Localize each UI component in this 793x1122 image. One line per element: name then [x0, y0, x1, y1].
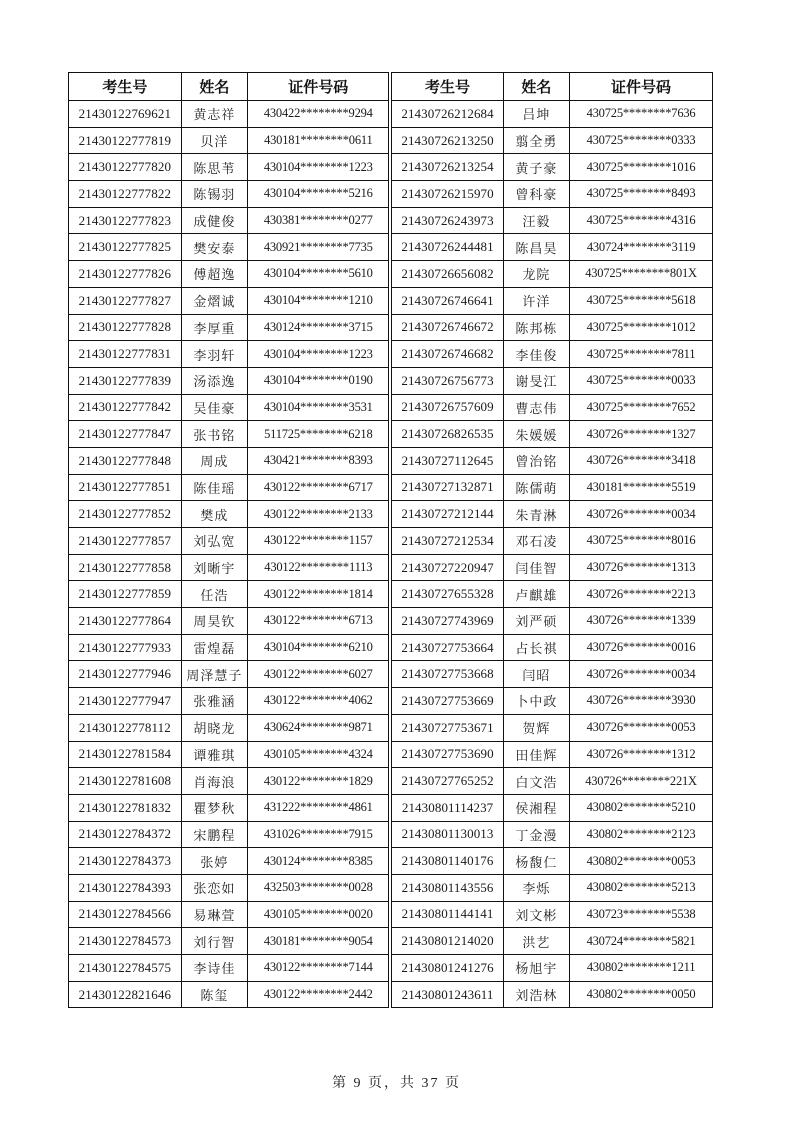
id-number-cell: 430105********0020	[248, 901, 391, 928]
name-cell: 李诗佳	[181, 955, 247, 982]
table-row	[69, 528, 713, 555]
exam-number-cell: 21430727743969	[390, 608, 503, 635]
id-number-cell: 430725********8493	[570, 181, 713, 208]
name-cell: 汤添逸	[181, 367, 247, 394]
id-number-cell: 430122********1814	[248, 581, 391, 608]
name-cell: 张婷	[181, 848, 247, 875]
exam-number-cell: 21430122777864	[69, 608, 182, 635]
id-number-cell: 431026********7915	[248, 821, 391, 848]
exam-number-cell: 21430122784566	[69, 901, 182, 928]
name-cell: 曾治铭	[503, 447, 569, 474]
name-cell: 占长祺	[503, 634, 569, 661]
id-number-cell: 430802********2123	[570, 821, 713, 848]
table-row	[69, 981, 713, 1008]
exam-number-cell: 21430122777822	[69, 181, 182, 208]
id-number-cell: 430181********9054	[248, 928, 391, 955]
name-cell: 李厚重	[181, 314, 247, 341]
exam-number-cell: 21430726756773	[390, 367, 503, 394]
name-cell: 曹志伟	[503, 394, 569, 421]
exam-number-cell: 21430801114237	[390, 794, 503, 821]
exam-number-cell: 21430122777857	[69, 528, 182, 555]
id-number-cell: 430122********2133	[248, 501, 391, 528]
id-number-cell: 430725********5618	[570, 287, 713, 314]
id-number-cell: 430104********1223	[248, 154, 391, 181]
id-number-cell: 430122********7144	[248, 955, 391, 982]
exam-number-cell: 21430727212534	[390, 528, 503, 555]
id-number-cell: 430725********8016	[570, 528, 713, 555]
name-cell: 侯湘程	[503, 794, 569, 821]
table-row	[69, 207, 713, 234]
exam-number-cell: 21430122777947	[69, 688, 182, 715]
name-cell: 宋鹏程	[181, 821, 247, 848]
name-cell: 张雅涵	[181, 688, 247, 715]
id-number-cell: 430726********0034	[570, 661, 713, 688]
header-id-number-left: 证件号码	[248, 73, 391, 101]
table-row	[69, 794, 713, 821]
name-cell: 闫佳智	[503, 554, 569, 581]
name-cell: 陈佳瑶	[181, 474, 247, 501]
name-cell: 卢麒雄	[503, 581, 569, 608]
id-number-cell: 430724********5821	[570, 928, 713, 955]
table-row	[69, 261, 713, 288]
id-number-cell: 430726********3930	[570, 688, 713, 715]
name-cell: 肖海浪	[181, 768, 247, 795]
name-cell: 陈儒萌	[503, 474, 569, 501]
name-cell: 张恋如	[181, 874, 247, 901]
id-number-cell: 430725********4316	[570, 207, 713, 234]
exam-number-cell: 21430122777851	[69, 474, 182, 501]
name-cell: 贺辉	[503, 714, 569, 741]
exam-number-cell: 21430801144141	[390, 901, 503, 928]
id-number-cell: 430726********3418	[570, 447, 713, 474]
name-cell: 许洋	[503, 287, 569, 314]
exam-number-cell: 21430727753690	[390, 741, 503, 768]
table-row	[69, 394, 713, 421]
exam-number-cell: 21430726746672	[390, 314, 503, 341]
name-cell: 易琳萱	[181, 901, 247, 928]
id-number-cell: 430124********3715	[248, 314, 391, 341]
id-number-cell: 430802********5213	[570, 874, 713, 901]
table-header-row	[69, 73, 713, 101]
id-number-cell: 430104********6210	[248, 634, 391, 661]
exam-number-cell: 21430122777825	[69, 234, 182, 261]
exam-number-cell: 21430122777820	[69, 154, 182, 181]
exam-number-cell: 21430122777842	[69, 394, 182, 421]
header-exam-number-right: 考生号	[390, 73, 503, 101]
id-number-cell: 430124********8385	[248, 848, 391, 875]
exam-number-cell: 21430122777828	[69, 314, 182, 341]
table-row	[69, 848, 713, 875]
exam-number-cell: 21430726213250	[390, 127, 503, 154]
table-body	[69, 101, 713, 1008]
exam-number-cell: 21430122777819	[69, 127, 182, 154]
candidate-table	[68, 72, 713, 1008]
id-number-cell: 430421********8393	[248, 447, 391, 474]
id-number-cell: 430921********7735	[248, 234, 391, 261]
exam-number-cell: 21430727112645	[390, 447, 503, 474]
id-number-cell: 430726********2213	[570, 581, 713, 608]
exam-number-cell: 21430122777858	[69, 554, 182, 581]
exam-number-cell: 21430726757609	[390, 394, 503, 421]
exam-number-cell: 21430801130013	[390, 821, 503, 848]
name-cell: 胡晓龙	[181, 714, 247, 741]
name-cell: 朱青淋	[503, 501, 569, 528]
name-cell: 丁金漫	[503, 821, 569, 848]
name-cell: 刘弘宽	[181, 528, 247, 555]
name-cell: 杨馥仁	[503, 848, 569, 875]
exam-number-cell: 21430727753664	[390, 634, 503, 661]
name-cell: 周泽慧子	[181, 661, 247, 688]
table-row	[69, 821, 713, 848]
exam-number-cell: 21430801143556	[390, 874, 503, 901]
header-name-right: 姓名	[503, 73, 569, 101]
exam-number-cell: 21430727220947	[390, 554, 503, 581]
page-number: 第 9 页，共 37 页	[332, 1076, 461, 1091]
id-number-cell: 430104********1223	[248, 341, 391, 368]
table-row	[69, 581, 713, 608]
exam-number-cell: 21430726656082	[390, 261, 503, 288]
exam-number-cell: 21430122777827	[69, 287, 182, 314]
name-cell: 朱媛媛	[503, 421, 569, 448]
exam-number-cell: 21430122777852	[69, 501, 182, 528]
id-number-cell: 430726********0034	[570, 501, 713, 528]
exam-number-cell: 21430801243611	[390, 981, 503, 1008]
name-cell: 李佳俊	[503, 341, 569, 368]
id-number-cell: 431222********4861	[248, 794, 391, 821]
id-number-cell: 430104********1210	[248, 287, 391, 314]
exam-number-cell: 21430122781608	[69, 768, 182, 795]
exam-number-cell: 21430122781832	[69, 794, 182, 821]
name-cell: 李烁	[503, 874, 569, 901]
name-cell: 卜中政	[503, 688, 569, 715]
name-cell: 陈锡羽	[181, 181, 247, 208]
id-number-cell: 430726********1327	[570, 421, 713, 448]
name-cell: 刘浩林	[503, 981, 569, 1008]
exam-number-cell: 21430801214020	[390, 928, 503, 955]
exam-number-cell: 21430726215970	[390, 181, 503, 208]
table-row	[69, 474, 713, 501]
name-cell: 谢旻江	[503, 367, 569, 394]
name-cell: 刘行智	[181, 928, 247, 955]
table-row	[69, 447, 713, 474]
exam-number-cell: 21430122781584	[69, 741, 182, 768]
name-cell: 刘晰宇	[181, 554, 247, 581]
id-number-cell: 430726********1312	[570, 741, 713, 768]
name-cell: 贝洋	[181, 127, 247, 154]
id-number-cell: 430726********0016	[570, 634, 713, 661]
header-exam-number-left: 考生号	[69, 73, 182, 101]
name-cell: 龙院	[503, 261, 569, 288]
table-row	[69, 874, 713, 901]
id-number-cell: 430725********7636	[570, 101, 713, 128]
id-number-cell: 430104********3531	[248, 394, 391, 421]
id-number-cell: 430802********5210	[570, 794, 713, 821]
table-row	[69, 341, 713, 368]
exam-number-cell: 21430727132871	[390, 474, 503, 501]
table-row	[69, 367, 713, 394]
name-cell: 陈思苇	[181, 154, 247, 181]
name-cell: 田佳辉	[503, 741, 569, 768]
exam-number-cell: 21430727753671	[390, 714, 503, 741]
name-cell: 周昊钦	[181, 608, 247, 635]
exam-number-cell: 21430727753668	[390, 661, 503, 688]
id-number-cell: 430122********1113	[248, 554, 391, 581]
id-number-cell: 430725********7652	[570, 394, 713, 421]
name-cell: 刘严硕	[503, 608, 569, 635]
id-number-cell: 430725********0033	[570, 367, 713, 394]
table-row	[69, 181, 713, 208]
name-cell: 陈玺	[181, 981, 247, 1008]
table-row	[69, 608, 713, 635]
header-name-left: 姓名	[181, 73, 247, 101]
id-number-cell: 430725********0333	[570, 127, 713, 154]
exam-number-cell: 21430727753669	[390, 688, 503, 715]
id-number-cell: 430122********1157	[248, 528, 391, 555]
id-number-cell: 430725********801X	[570, 261, 713, 288]
id-number-cell: 432503********0028	[248, 874, 391, 901]
id-number-cell: 430105********4324	[248, 741, 391, 768]
name-cell: 杨旭宇	[503, 955, 569, 982]
exam-number-cell: 21430726746641	[390, 287, 503, 314]
id-number-cell: 430724********3119	[570, 234, 713, 261]
name-cell: 白文浩	[503, 768, 569, 795]
id-number-cell: 430725********1016	[570, 154, 713, 181]
table-row	[69, 741, 713, 768]
id-number-cell: 430104********5610	[248, 261, 391, 288]
id-number-cell: 430122********6027	[248, 661, 391, 688]
exam-number-cell: 21430122777831	[69, 341, 182, 368]
table-row	[69, 955, 713, 982]
id-number-cell: 430104********0190	[248, 367, 391, 394]
name-cell: 吕坤	[503, 101, 569, 128]
name-cell: 金熠诚	[181, 287, 247, 314]
exam-number-cell: 21430122777839	[69, 367, 182, 394]
name-cell: 任浩	[181, 581, 247, 608]
name-cell: 黄子豪	[503, 154, 569, 181]
id-number-cell: 430422********9294	[248, 101, 391, 128]
exam-number-cell: 21430122769621	[69, 101, 182, 128]
name-cell: 李羽轩	[181, 341, 247, 368]
id-number-cell: 430381********0277	[248, 207, 391, 234]
id-number-cell: 430802********0050	[570, 981, 713, 1008]
exam-number-cell: 21430122778112	[69, 714, 182, 741]
table-row	[69, 714, 713, 741]
name-cell: 闫昭	[503, 661, 569, 688]
id-number-cell: 430624********9871	[248, 714, 391, 741]
exam-number-cell: 21430122784573	[69, 928, 182, 955]
name-cell: 樊安泰	[181, 234, 247, 261]
id-number-cell: 430723********5538	[570, 901, 713, 928]
name-cell: 曾科豪	[503, 181, 569, 208]
exam-number-cell: 21430122777826	[69, 261, 182, 288]
exam-number-cell: 21430801241276	[390, 955, 503, 982]
name-cell: 樊成	[181, 501, 247, 528]
exam-number-cell: 21430726826535	[390, 421, 503, 448]
exam-number-cell: 21430122777859	[69, 581, 182, 608]
table-row	[69, 314, 713, 341]
exam-number-cell: 21430727655328	[390, 581, 503, 608]
table-row	[69, 154, 713, 181]
exam-number-cell: 21430726212684	[390, 101, 503, 128]
id-number-cell: 430725********1012	[570, 314, 713, 341]
id-number-cell: 430726********0053	[570, 714, 713, 741]
table-row	[69, 634, 713, 661]
id-number-cell: 430726********1339	[570, 608, 713, 635]
table-row	[69, 928, 713, 955]
table-row	[69, 901, 713, 928]
name-cell: 张书铭	[181, 421, 247, 448]
id-number-cell: 511725********6218	[248, 421, 391, 448]
exam-number-cell: 21430122777847	[69, 421, 182, 448]
name-cell: 黄志祥	[181, 101, 247, 128]
name-cell: 翦全勇	[503, 127, 569, 154]
exam-number-cell: 21430122784372	[69, 821, 182, 848]
exam-number-cell: 21430122777933	[69, 634, 182, 661]
exam-number-cell: 21430726213254	[390, 154, 503, 181]
table-row	[69, 127, 713, 154]
exam-number-cell: 21430122777823	[69, 207, 182, 234]
name-cell: 瞿梦秋	[181, 794, 247, 821]
id-number-cell: 430726********221X	[570, 768, 713, 795]
exam-number-cell: 21430122777848	[69, 447, 182, 474]
exam-number-cell: 21430122821646	[69, 981, 182, 1008]
id-number-cell: 430181********0611	[248, 127, 391, 154]
name-cell: 汪毅	[503, 207, 569, 234]
table-row	[69, 101, 713, 128]
name-cell: 成健俊	[181, 207, 247, 234]
name-cell: 周成	[181, 447, 247, 474]
table-row	[69, 688, 713, 715]
id-number-cell: 430725********7811	[570, 341, 713, 368]
id-number-cell: 430122********4062	[248, 688, 391, 715]
name-cell: 刘文彬	[503, 901, 569, 928]
id-number-cell: 430181********5519	[570, 474, 713, 501]
exam-number-cell: 21430726243973	[390, 207, 503, 234]
name-cell: 谭雅琪	[181, 741, 247, 768]
exam-number-cell: 21430726746682	[390, 341, 503, 368]
id-number-cell: 430122********6717	[248, 474, 391, 501]
name-cell: 陈昌昊	[503, 234, 569, 261]
table-row	[69, 421, 713, 448]
exam-number-cell: 21430726244481	[390, 234, 503, 261]
header-id-number-right: 证件号码	[570, 73, 713, 101]
id-number-cell: 430122********2442	[248, 981, 391, 1008]
id-number-cell: 430802********1211	[570, 955, 713, 982]
id-number-cell: 430122********1829	[248, 768, 391, 795]
exam-number-cell: 21430122784373	[69, 848, 182, 875]
id-number-cell: 430726********1313	[570, 554, 713, 581]
exam-number-cell: 21430727212144	[390, 501, 503, 528]
exam-number-cell: 21430801140176	[390, 848, 503, 875]
table-row	[69, 501, 713, 528]
table-row	[69, 234, 713, 261]
name-cell: 陈邦栋	[503, 314, 569, 341]
table-row	[69, 554, 713, 581]
name-cell: 雷煌磊	[181, 634, 247, 661]
exam-number-cell: 21430727765252	[390, 768, 503, 795]
id-number-cell: 430122********6713	[248, 608, 391, 635]
name-cell: 洪艺	[503, 928, 569, 955]
exam-number-cell: 21430122784393	[69, 874, 182, 901]
id-number-cell: 430104********5216	[248, 181, 391, 208]
name-cell: 傅超逸	[181, 261, 247, 288]
name-cell: 邓石凌	[503, 528, 569, 555]
table-row	[69, 661, 713, 688]
exam-number-cell: 21430122784575	[69, 955, 182, 982]
exam-number-cell: 21430122777946	[69, 661, 182, 688]
table-row	[69, 768, 713, 795]
id-number-cell: 430802********0053	[570, 848, 713, 875]
name-cell: 吴佳豪	[181, 394, 247, 421]
table-row	[69, 287, 713, 314]
